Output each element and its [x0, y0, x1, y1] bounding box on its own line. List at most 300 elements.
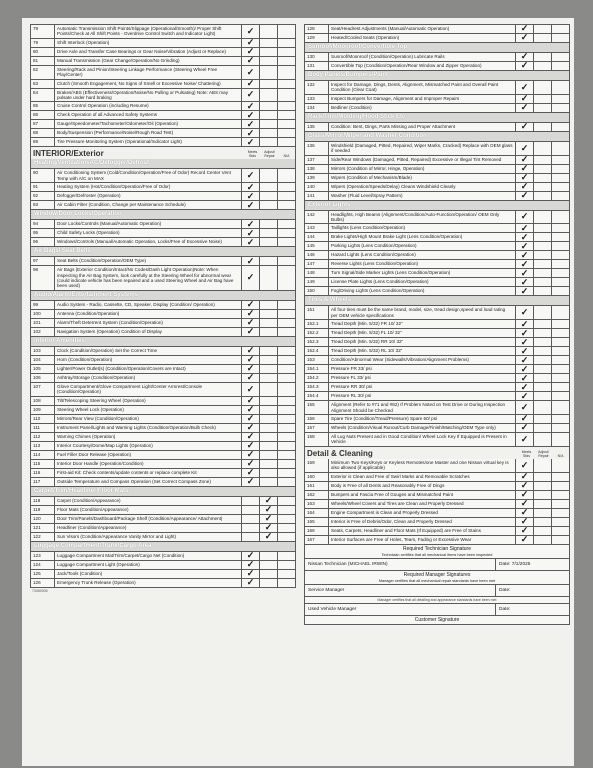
adjust-repair-checkbox[interactable]: [260, 229, 278, 237]
adjust-repair-checkbox[interactable]: [260, 111, 278, 119]
not-applicable-checkbox[interactable]: [278, 138, 295, 146]
meets-standards-checkbox[interactable]: ✓: [242, 266, 260, 290]
not-applicable-checkbox[interactable]: [278, 328, 295, 336]
meets-standards-checkbox[interactable]: ✓: [242, 80, 260, 88]
not-applicable-checkbox[interactable]: [552, 211, 569, 224]
not-applicable-checkbox[interactable]: [278, 220, 295, 228]
adjust-repair-checkbox[interactable]: [260, 478, 278, 486]
meets-standards-checkbox[interactable]: ✓: [516, 433, 534, 446]
meets-standards-checkbox[interactable]: ✓: [242, 25, 260, 38]
meets-standards-checkbox[interactable]: ✓: [516, 356, 534, 364]
adjust-repair-checkbox[interactable]: [534, 156, 552, 164]
adjust-repair-checkbox[interactable]: [534, 242, 552, 250]
not-applicable-checkbox[interactable]: [278, 66, 295, 79]
not-applicable-checkbox[interactable]: [552, 269, 569, 277]
not-applicable-checkbox[interactable]: [552, 424, 569, 432]
adjust-repair-checkbox[interactable]: [534, 211, 552, 224]
not-applicable-checkbox[interactable]: [278, 579, 295, 587]
meets-standards-checkbox[interactable]: ✓: [516, 183, 534, 191]
adjust-repair-checkbox[interactable]: [534, 374, 552, 382]
adjust-repair-checkbox[interactable]: [260, 561, 278, 569]
meets-standards-checkbox[interactable]: ✓: [516, 383, 534, 391]
not-applicable-checkbox[interactable]: [278, 570, 295, 578]
adjust-repair-checkbox[interactable]: [534, 383, 552, 391]
adjust-repair-checkbox[interactable]: [260, 579, 278, 587]
meets-standards-checkbox[interactable]: [242, 497, 260, 505]
meets-standards-checkbox[interactable]: ✓: [242, 229, 260, 237]
adjust-repair-checkbox[interactable]: [534, 104, 552, 112]
adjust-repair-checkbox[interactable]: [260, 66, 278, 79]
adjust-repair-checkbox[interactable]: [534, 183, 552, 191]
adjust-repair-checkbox[interactable]: [260, 301, 278, 309]
adjust-repair-checkbox[interactable]: [534, 491, 552, 499]
adjust-repair-checkbox[interactable]: [534, 356, 552, 364]
meets-standards-checkbox[interactable]: ✓: [516, 374, 534, 382]
adjust-repair-checkbox[interactable]: [260, 397, 278, 405]
meets-standards-checkbox[interactable]: ✓: [242, 301, 260, 309]
not-applicable-checkbox[interactable]: [552, 415, 569, 423]
not-applicable-checkbox[interactable]: [278, 524, 295, 532]
not-applicable-checkbox[interactable]: [278, 39, 295, 47]
not-applicable-checkbox[interactable]: [278, 365, 295, 373]
meets-standards-checkbox[interactable]: ✓: [242, 183, 260, 191]
not-applicable-checkbox[interactable]: [552, 53, 569, 61]
meets-standards-checkbox[interactable]: ✓: [242, 39, 260, 47]
meets-standards-checkbox[interactable]: ✓: [516, 278, 534, 286]
not-applicable-checkbox[interactable]: [552, 500, 569, 508]
adjust-repair-checkbox[interactable]: [260, 460, 278, 468]
adjust-repair-checkbox[interactable]: [534, 233, 552, 241]
meets-standards-checkbox[interactable]: ✓: [242, 220, 260, 228]
meets-standards-checkbox[interactable]: ✓: [516, 233, 534, 241]
not-applicable-checkbox[interactable]: [552, 123, 569, 131]
item-description: Clock (Condition/Operation) Set the Correct Time: [55, 347, 242, 355]
adjust-repair-checkbox[interactable]: [534, 338, 552, 346]
not-applicable-checkbox[interactable]: [552, 459, 569, 472]
adjust-repair-checkbox[interactable]: [260, 570, 278, 578]
not-applicable-checkbox[interactable]: [278, 469, 295, 477]
not-applicable-checkbox[interactable]: [278, 383, 295, 396]
not-applicable-checkbox[interactable]: [552, 433, 569, 446]
adjust-repair-checkbox[interactable]: [260, 102, 278, 110]
adjust-repair-checkbox[interactable]: [260, 347, 278, 355]
meets-standards-checkbox[interactable]: ✓: [516, 211, 534, 224]
adjust-repair-checkbox[interactable]: [260, 319, 278, 327]
meets-standards-checkbox[interactable]: ✓: [242, 365, 260, 373]
meets-standards-checkbox[interactable]: ✓: [242, 451, 260, 459]
adjust-repair-checkbox[interactable]: [534, 34, 552, 42]
not-applicable-checkbox[interactable]: [278, 80, 295, 88]
not-applicable-checkbox[interactable]: [552, 183, 569, 191]
adjust-repair-checkbox[interactable]: [260, 266, 278, 290]
not-applicable-checkbox[interactable]: [278, 25, 295, 38]
meets-standards-checkbox[interactable]: ✓: [516, 260, 534, 268]
meets-standards-checkbox[interactable]: ✓: [242, 347, 260, 355]
not-applicable-checkbox[interactable]: [278, 552, 295, 560]
meets-standards-checkbox[interactable]: ✓: [516, 415, 534, 423]
meets-standards-checkbox[interactable]: ✓: [516, 536, 534, 544]
meets-standards-checkbox[interactable]: ✓: [516, 491, 534, 499]
meets-standards-checkbox[interactable]: ✓: [516, 104, 534, 112]
not-applicable-checkbox[interactable]: [552, 62, 569, 70]
meets-standards-checkbox[interactable]: ✓: [516, 329, 534, 337]
adjust-repair-checkbox[interactable]: [260, 138, 278, 146]
not-applicable-checkbox[interactable]: [552, 383, 569, 391]
adjust-repair-checkbox[interactable]: [260, 129, 278, 137]
meets-standards-checkbox[interactable]: ✓: [516, 527, 534, 535]
meets-standards-checkbox[interactable]: ✓: [516, 25, 534, 33]
adjust-repair-checkbox[interactable]: [260, 433, 278, 441]
not-applicable-checkbox[interactable]: [552, 536, 569, 544]
meets-standards-checkbox[interactable]: ✓: [516, 34, 534, 42]
meets-standards-checkbox[interactable]: ✓: [516, 365, 534, 373]
adjust-repair-checkbox[interactable]: [534, 287, 552, 295]
item-number: 96: [31, 238, 55, 246]
not-applicable-checkbox[interactable]: [552, 527, 569, 535]
adjust-repair-checkbox[interactable]: [534, 424, 552, 432]
adjust-repair-checkbox[interactable]: [260, 415, 278, 423]
adjust-repair-checkbox[interactable]: [534, 123, 552, 131]
meets-standards-checkbox[interactable]: ✓: [242, 552, 260, 560]
meets-standards-checkbox[interactable]: ✓: [242, 328, 260, 336]
not-applicable-checkbox[interactable]: [552, 34, 569, 42]
used-vehicle-manager-date-field[interactable]: Date:: [495, 604, 569, 615]
adjust-repair-checkbox[interactable]: [534, 509, 552, 517]
not-applicable-checkbox[interactable]: [278, 451, 295, 459]
meets-standards-checkbox[interactable]: ✓: [242, 89, 260, 102]
not-applicable-checkbox[interactable]: [552, 356, 569, 364]
meets-standards-checkbox[interactable]: ✓: [516, 482, 534, 490]
adjust-repair-checkbox[interactable]: [534, 306, 552, 319]
not-applicable-checkbox[interactable]: [278, 201, 295, 209]
adjust-repair-checkbox[interactable]: [260, 192, 278, 200]
not-applicable-checkbox[interactable]: [552, 142, 569, 155]
not-applicable-checkbox[interactable]: [552, 320, 569, 328]
meets-standards-checkbox[interactable]: ✓: [242, 570, 260, 578]
adjust-repair-checkbox[interactable]: [260, 356, 278, 364]
not-applicable-checkbox[interactable]: [278, 319, 295, 327]
adjust-repair-checkbox[interactable]: [260, 220, 278, 228]
meets-standards-checkbox[interactable]: ✓: [242, 238, 260, 246]
adjust-repair-checkbox[interactable]: [534, 174, 552, 182]
adjust-repair-checkbox[interactable]: [260, 383, 278, 396]
not-applicable-checkbox[interactable]: [278, 310, 295, 318]
not-applicable-checkbox[interactable]: [552, 156, 569, 164]
meets-standards-checkbox[interactable]: ✓: [242, 460, 260, 468]
not-applicable-checkbox[interactable]: [278, 406, 295, 414]
adjust-repair-checkbox[interactable]: [534, 347, 552, 355]
adjust-repair-checkbox[interactable]: [260, 169, 278, 182]
not-applicable-checkbox[interactable]: [278, 120, 295, 128]
not-applicable-checkbox[interactable]: [278, 561, 295, 569]
adjust-repair-checkbox[interactable]: [534, 260, 552, 268]
adjust-repair-checkbox[interactable]: [260, 451, 278, 459]
service-manager-signature-field[interactable]: Service Manager: [308, 587, 345, 593]
customer-signature-field[interactable]: Customer Signature: [305, 615, 569, 624]
meets-standards-checkbox[interactable]: ✓: [242, 397, 260, 405]
not-applicable-checkbox[interactable]: [278, 192, 295, 200]
meets-standards-checkbox[interactable]: ✓: [516, 174, 534, 182]
not-applicable-checkbox[interactable]: [278, 57, 295, 65]
not-applicable-checkbox[interactable]: [278, 347, 295, 355]
not-applicable-checkbox[interactable]: [552, 251, 569, 259]
adjust-repair-checkbox[interactable]: [534, 95, 552, 103]
adjust-repair-checkbox[interactable]: [534, 25, 552, 33]
meets-standards-checkbox[interactable]: ✓: [516, 156, 534, 164]
item-description: Gauge/Speedometer/Tachometer/Odometer/Oil (Operation): [55, 120, 242, 128]
meets-standards-checkbox[interactable]: ✓: [516, 401, 534, 414]
not-applicable-checkbox[interactable]: [552, 81, 569, 94]
not-applicable-checkbox[interactable]: [552, 278, 569, 286]
meets-standards-checkbox[interactable]: ✓: [516, 509, 534, 517]
not-applicable-checkbox[interactable]: [552, 365, 569, 373]
not-applicable-checkbox[interactable]: [552, 174, 569, 182]
not-applicable-checkbox[interactable]: [278, 169, 295, 182]
item-description: Horn (Condition/Operation): [55, 356, 242, 364]
meets-standards-checkbox[interactable]: ✓: [242, 579, 260, 587]
adjust-repair-checkbox[interactable]: [260, 257, 278, 265]
meets-standards-checkbox[interactable]: ✓: [242, 319, 260, 327]
adjust-repair-checkbox[interactable]: [534, 433, 552, 446]
meets-standards-checkbox[interactable]: ✓: [516, 473, 534, 481]
not-applicable-checkbox[interactable]: [552, 104, 569, 112]
meets-standards-checkbox[interactable]: ✓: [516, 518, 534, 526]
adjust-repair-checkbox[interactable]: [534, 81, 552, 94]
adjust-repair-checkbox[interactable]: [534, 500, 552, 508]
not-applicable-checkbox[interactable]: [552, 509, 569, 517]
meets-standards-checkbox[interactable]: ✓: [242, 48, 260, 56]
meets-standards-checkbox[interactable]: ✓: [242, 469, 260, 477]
meets-standards-checkbox[interactable]: ✓: [242, 406, 260, 414]
not-applicable-checkbox[interactable]: [552, 491, 569, 499]
adjust-repair-checkbox[interactable]: [534, 251, 552, 259]
not-applicable-checkbox[interactable]: [552, 165, 569, 173]
meets-standards-checkbox[interactable]: ✓: [516, 424, 534, 432]
technician-date-field[interactable]: Date: 7/1/2025: [495, 559, 569, 570]
meets-standards-checkbox[interactable]: ✓: [242, 374, 260, 382]
not-applicable-checkbox[interactable]: [278, 515, 295, 523]
not-applicable-checkbox[interactable]: [552, 233, 569, 241]
not-applicable-checkbox[interactable]: [552, 392, 569, 400]
not-applicable-checkbox[interactable]: [278, 397, 295, 405]
adjust-repair-checkbox[interactable]: [260, 328, 278, 336]
adjust-repair-checkbox[interactable]: [534, 329, 552, 337]
adjust-repair-checkbox[interactable]: [534, 278, 552, 286]
adjust-repair-checkbox[interactable]: [534, 165, 552, 173]
meets-standards-checkbox[interactable]: ✓: [242, 383, 260, 396]
meets-standards-checkbox[interactable]: ✓: [516, 347, 534, 355]
adjust-repair-checkbox[interactable]: [260, 552, 278, 560]
meets-standards-checkbox[interactable]: ✓: [242, 561, 260, 569]
not-applicable-checkbox[interactable]: [278, 415, 295, 423]
not-applicable-checkbox[interactable]: [552, 473, 569, 481]
meets-standards-checkbox[interactable]: ✓: [242, 129, 260, 137]
meets-standards-checkbox[interactable]: ✓: [516, 142, 534, 155]
adjust-repair-checkbox[interactable]: [534, 415, 552, 423]
meets-standards-checkbox[interactable]: ✓: [242, 102, 260, 110]
not-applicable-checkbox[interactable]: [278, 533, 295, 541]
meets-standards-checkbox[interactable]: ✓: [516, 500, 534, 508]
meets-standards-checkbox[interactable]: ✓: [242, 66, 260, 79]
meets-standards-checkbox[interactable]: ✓: [516, 242, 534, 250]
meets-standards-checkbox[interactable]: [242, 524, 260, 532]
not-applicable-checkbox[interactable]: [278, 478, 295, 486]
adjust-repair-checkbox[interactable]: [534, 518, 552, 526]
adjust-repair-checkbox[interactable]: [534, 62, 552, 70]
not-applicable-checkbox[interactable]: [552, 242, 569, 250]
not-applicable-checkbox[interactable]: [552, 192, 569, 200]
adjust-repair-checkbox[interactable]: [260, 238, 278, 246]
meets-standards-checkbox[interactable]: ✓: [242, 424, 260, 432]
not-applicable-checkbox[interactable]: [278, 424, 295, 432]
not-applicable-checkbox[interactable]: [552, 338, 569, 346]
meets-standards-checkbox[interactable]: ✓: [242, 356, 260, 364]
not-applicable-checkbox[interactable]: [552, 347, 569, 355]
adjust-repair-checkbox[interactable]: [260, 25, 278, 38]
category-title: Detail & Cleaning: [307, 448, 373, 458]
meets-standards-checkbox[interactable]: [242, 506, 260, 514]
adjust-repair-checkbox[interactable]: [534, 53, 552, 61]
service-manager-date-field[interactable]: Date:: [495, 585, 569, 596]
adjust-repair-checkbox[interactable]: [260, 310, 278, 318]
meets-standards-checkbox[interactable]: ✓: [516, 251, 534, 259]
not-applicable-checkbox[interactable]: [278, 102, 295, 110]
meets-standards-checkbox[interactable]: ✓: [242, 111, 260, 119]
adjust-repair-checkbox[interactable]: [534, 527, 552, 535]
used-vehicle-manager-signature-field[interactable]: Used Vehicle Manager: [308, 606, 357, 612]
meets-standards-checkbox[interactable]: ✓: [242, 120, 260, 128]
not-applicable-checkbox[interactable]: [278, 229, 295, 237]
meets-standards-checkbox[interactable]: [242, 533, 260, 541]
not-applicable-checkbox[interactable]: [278, 111, 295, 119]
adjust-repair-checkbox[interactable]: [260, 80, 278, 88]
not-applicable-checkbox[interactable]: [278, 129, 295, 137]
adjust-repair-checkbox[interactable]: ✓: [260, 533, 278, 541]
not-applicable-checkbox[interactable]: [278, 460, 295, 468]
not-applicable-checkbox[interactable]: [552, 306, 569, 319]
not-applicable-checkbox[interactable]: [552, 95, 569, 103]
adjust-repair-checkbox[interactable]: [260, 89, 278, 102]
not-applicable-checkbox[interactable]: [552, 224, 569, 232]
adjust-repair-checkbox[interactable]: ✓: [260, 524, 278, 532]
adjust-repair-checkbox[interactable]: [534, 459, 552, 472]
checklist-row: [304, 171, 570, 183]
not-applicable-checkbox[interactable]: [278, 266, 295, 290]
not-applicable-checkbox[interactable]: [552, 287, 569, 295]
meets-standards-checkbox[interactable]: ✓: [516, 287, 534, 295]
not-applicable-checkbox[interactable]: [552, 401, 569, 414]
not-applicable-checkbox[interactable]: [278, 374, 295, 382]
meets-standards-checkbox[interactable]: ✓: [516, 62, 534, 70]
meets-standards-checkbox[interactable]: ✓: [516, 224, 534, 232]
adjust-repair-checkbox[interactable]: [260, 374, 278, 382]
not-applicable-checkbox[interactable]: [278, 257, 295, 265]
not-applicable-checkbox[interactable]: [278, 301, 295, 309]
adjust-repair-checkbox[interactable]: [534, 482, 552, 490]
meets-standards-checkbox[interactable]: ✓: [242, 310, 260, 318]
not-applicable-checkbox[interactable]: [278, 442, 295, 450]
adjust-repair-checkbox[interactable]: [534, 473, 552, 481]
meets-standards-checkbox[interactable]: [242, 515, 260, 523]
meets-standards-checkbox[interactable]: ✓: [242, 138, 260, 146]
adjust-repair-checkbox[interactable]: [534, 392, 552, 400]
adjust-repair-checkbox[interactable]: [534, 536, 552, 544]
adjust-repair-checkbox[interactable]: [534, 224, 552, 232]
not-applicable-checkbox[interactable]: [278, 183, 295, 191]
meets-standards-checkbox[interactable]: ✓: [242, 169, 260, 182]
not-applicable-checkbox[interactable]: [552, 518, 569, 526]
adjust-repair-checkbox[interactable]: [260, 48, 278, 56]
meets-standards-checkbox[interactable]: ✓: [516, 459, 534, 472]
not-applicable-checkbox[interactable]: [552, 329, 569, 337]
not-applicable-checkbox[interactable]: [552, 25, 569, 33]
meets-standards-checkbox[interactable]: ✓: [516, 192, 534, 200]
not-applicable-checkbox[interactable]: [278, 433, 295, 441]
checklist-row: [304, 53, 570, 62]
adjust-repair-checkbox[interactable]: [260, 201, 278, 209]
not-applicable-checkbox[interactable]: [552, 260, 569, 268]
adjust-repair-checkbox[interactable]: [260, 120, 278, 128]
not-applicable-checkbox[interactable]: [552, 374, 569, 382]
adjust-repair-checkbox[interactable]: [534, 192, 552, 200]
not-applicable-checkbox[interactable]: [278, 89, 295, 102]
adjust-repair-checkbox[interactable]: [260, 469, 278, 477]
not-applicable-checkbox[interactable]: [552, 482, 569, 490]
meets-standards-checkbox[interactable]: ✓: [516, 338, 534, 346]
technician-signature-field[interactable]: Nissan Technician (MICHAEL IRWIN): [308, 561, 388, 567]
adjust-repair-checkbox[interactable]: [534, 365, 552, 373]
meets-standards-checkbox[interactable]: ✓: [242, 57, 260, 65]
meets-standards-checkbox[interactable]: ✓: [516, 95, 534, 103]
meets-standards-checkbox[interactable]: ✓: [516, 81, 534, 94]
item-number: 151: [305, 306, 329, 319]
adjust-repair-checkbox[interactable]: ✓: [260, 497, 278, 505]
meets-standards-checkbox[interactable]: ✓: [242, 201, 260, 209]
meets-standards-checkbox[interactable]: ✓: [516, 123, 534, 131]
not-applicable-checkbox[interactable]: [278, 497, 295, 505]
adjust-repair-checkbox[interactable]: [260, 39, 278, 47]
meets-standards-checkbox[interactable]: ✓: [516, 269, 534, 277]
adjust-repair-checkbox[interactable]: [534, 269, 552, 277]
adjust-repair-checkbox[interactable]: [534, 142, 552, 155]
adjust-repair-checkbox[interactable]: [534, 320, 552, 328]
meets-standards-checkbox[interactable]: ✓: [516, 53, 534, 61]
meets-standards-checkbox[interactable]: ✓: [242, 478, 260, 486]
meets-standards-checkbox[interactable]: ✓: [242, 442, 260, 450]
adjust-repair-checkbox[interactable]: ✓: [260, 515, 278, 523]
meets-standards-checkbox[interactable]: ✓: [516, 165, 534, 173]
meets-standards-checkbox[interactable]: ✓: [242, 415, 260, 423]
meets-standards-checkbox[interactable]: ✓: [242, 257, 260, 265]
meets-standards-checkbox[interactable]: ✓: [516, 320, 534, 328]
adjust-repair-checkbox[interactable]: [260, 406, 278, 414]
not-applicable-checkbox[interactable]: [278, 238, 295, 246]
adjust-repair-checkbox[interactable]: [260, 57, 278, 65]
adjust-repair-checkbox[interactable]: [534, 401, 552, 414]
adjust-repair-checkbox[interactable]: [260, 442, 278, 450]
meets-standards-checkbox[interactable]: ✓: [242, 192, 260, 200]
adjust-repair-checkbox[interactable]: [260, 183, 278, 191]
meets-standards-checkbox[interactable]: ✓: [516, 392, 534, 400]
not-applicable-checkbox[interactable]: [278, 48, 295, 56]
meets-standards-checkbox[interactable]: ✓: [516, 306, 534, 319]
adjust-repair-checkbox[interactable]: [260, 424, 278, 432]
not-applicable-checkbox[interactable]: [278, 356, 295, 364]
adjust-repair-checkbox[interactable]: ✓: [260, 506, 278, 514]
not-applicable-checkbox[interactable]: [278, 506, 295, 514]
adjust-repair-checkbox[interactable]: [260, 365, 278, 373]
meets-standards-checkbox[interactable]: ✓: [242, 433, 260, 441]
